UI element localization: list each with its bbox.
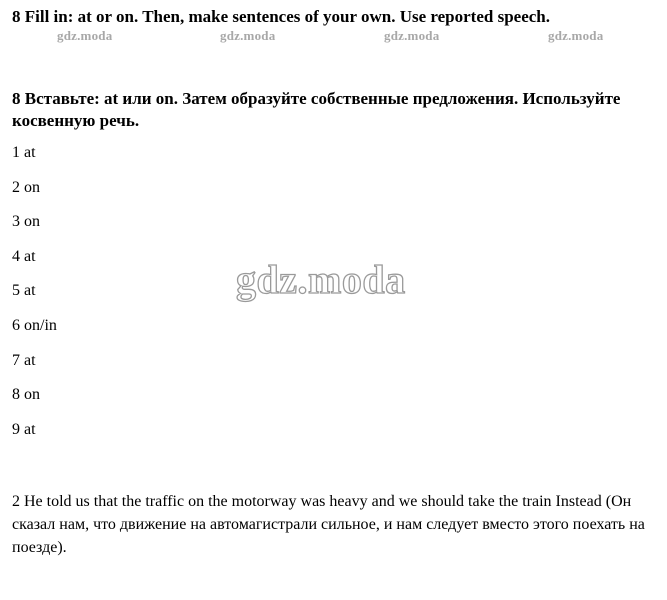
answer-item: 1 at <box>12 144 36 161</box>
exercise-heading-en: 8 Fill in: at or on. Then, make sentences of your own. Use reported speech. <box>12 7 551 26</box>
exercise-heading-ru: 8 Вставьте: at или on. Затем образуйте собственные предложения. Используйте косвенную речь. <box>12 89 621 130</box>
answer-item: 8 on <box>12 386 40 404</box>
watermark-text: gdz.moda <box>384 28 440 43</box>
example-sentence: 2 He told us that the traffic on the motorway was heavy and we should take the train Instead (Он сказал нам, что движение на автомагистрали сильное, и нам следует вместо этого поехать на поезде). <box>12 493 645 556</box>
answer-list <box>12 142 57 453</box>
answer-item: 5 at <box>12 282 36 300</box>
answer-item: 7 at <box>12 351 36 369</box>
answer-item: 4 at <box>12 247 36 265</box>
watermark-row <box>0 28 667 48</box>
answer-item: 3 on <box>12 213 40 231</box>
watermark-text: gdz.moda <box>548 28 604 43</box>
answer-item: 9 at <box>12 420 36 438</box>
answer-item: 2 on <box>12 178 40 196</box>
answer-item: 6 on/in <box>12 316 57 334</box>
watermark-text: gdz.moda <box>57 28 113 43</box>
watermark-large: gdz.moda <box>236 257 406 302</box>
watermark-text: gdz.moda <box>220 28 276 43</box>
